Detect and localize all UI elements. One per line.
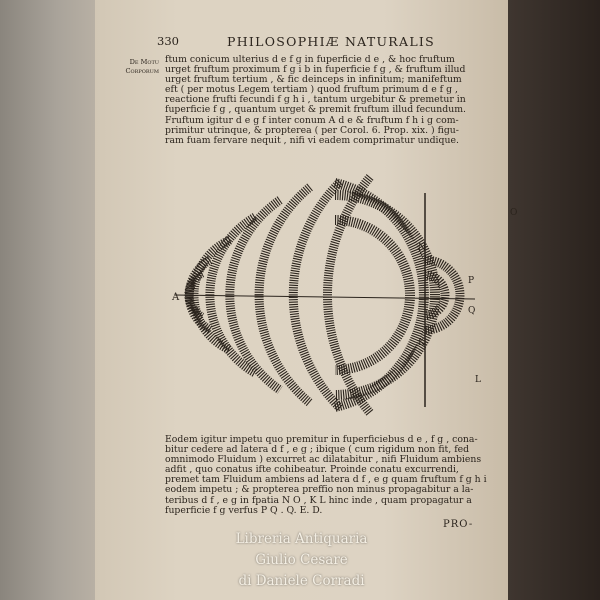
watermark-line: Giulio Cesare <box>255 552 348 568</box>
figure-label-N: N <box>418 243 426 253</box>
catchword: PRO- <box>443 519 474 530</box>
paragraph-top <box>165 55 490 146</box>
figure-label-L: L <box>475 375 481 385</box>
figure-label-O: O <box>510 208 518 218</box>
running-title: PHILOSOPHIÆ NATURALIS <box>227 34 436 49</box>
margin-note-line: De Motu <box>129 58 159 66</box>
wave-figure <box>170 175 518 415</box>
wavefront-left <box>327 177 370 413</box>
figure-label-K: K <box>418 338 425 348</box>
text-line: teribus d f , e g in fpatia N O , K L hinc inde , quam propagatur a <box>165 494 472 506</box>
text-line: eft ( per motus Legem tertiam ) quod fruftum primum d e f g , <box>165 84 458 96</box>
watermark-line: di Daniele Corradi <box>238 573 365 589</box>
wavefront-right <box>335 220 410 370</box>
figure-label-P: P <box>468 276 475 286</box>
left-wavefronts <box>189 177 370 413</box>
text-line: omnimodo Fluidum ) excurret ac dilatabitur , nifi Fluidum ambiens <box>165 454 482 466</box>
wavefront-left <box>293 182 340 408</box>
watermark <box>95 529 508 592</box>
text-line: ram fuam fervare nequit , nifi vi eadem comprimatur undique. <box>165 134 459 146</box>
text-line: primitur utrinque, & propterea ( per Corol. 6. Prop. xix. ) figu- <box>165 124 459 136</box>
margin-note-line: Corporum <box>125 67 159 75</box>
wavefront-left <box>259 187 310 403</box>
text-line: premet tam Fluidum ambiens ad latera d f , e g quam fruftum f g h i <box>165 474 487 486</box>
text-line: eodem impetu ; & propterea preffio non minus propagabitur a la- <box>165 484 474 496</box>
text-line: fuperficie f g , quantum urget & premit fruftum illud fecundum. <box>165 104 466 116</box>
figure-label-A: A <box>172 292 180 303</box>
right-arcs <box>335 183 435 407</box>
text-line: urget fruftum tertium , & fic deinceps in infinitum; manifeftum <box>165 74 462 86</box>
figure-label-Q: Q <box>468 306 476 316</box>
paragraph-bottom <box>165 435 490 516</box>
page-number: 330 <box>157 34 179 48</box>
text-line: reactione frufti fecundi f g h i , tantum urgebitur & premetur in <box>165 94 466 106</box>
watermark-line: Libreria Antiquaria <box>235 531 368 547</box>
text-line: adfit , quo conatus ifte cohibeatur. Proinde conatu excurrendi, <box>165 464 459 476</box>
text-line: Fruftum igitur d e g f inter conum A d e & fruftum f h i g com- <box>165 114 459 126</box>
text-line: ftum conicum ulterius d e f g in fuperficie d e , & hoc fruftum <box>165 54 455 65</box>
text-line: urget fruftum proximum f g i b in fuperficie f g , & fruftum illud <box>165 64 466 76</box>
background-left <box>0 0 95 600</box>
text-line: bitur cedere ad latera d f , e g ; ibique ( cum rigidum non fit, fed <box>165 444 470 456</box>
margin-note <box>115 58 159 76</box>
background-right <box>508 0 600 600</box>
text-line: fuperficie f g verfus P Q . Q. E. D. <box>165 504 323 516</box>
book-page <box>95 0 518 600</box>
text-line: Eodem igitur impetu quo premitur in fuperficiebus d e , f g , cona- <box>165 434 478 445</box>
